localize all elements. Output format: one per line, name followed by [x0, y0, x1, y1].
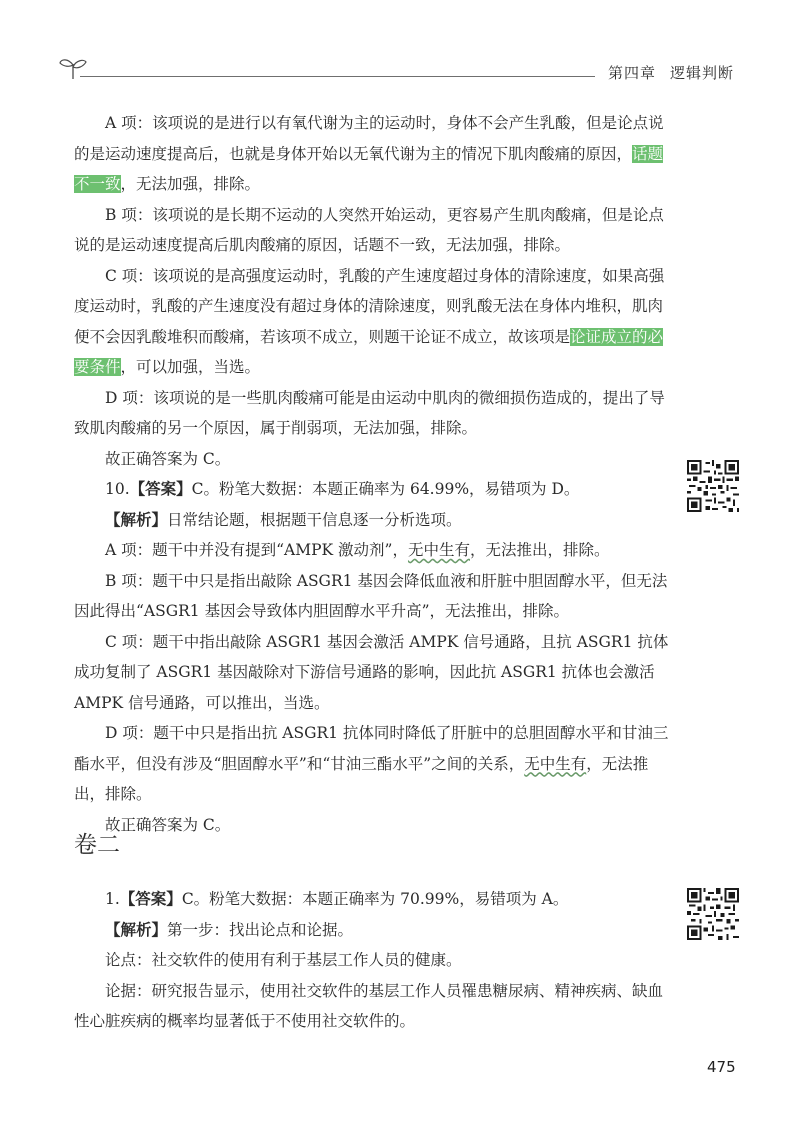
analysis-label: 【解析】: [105, 510, 168, 529]
section-heading-volume-2: 卷二: [74, 832, 120, 858]
highlight-topic-mismatch: 话题不一致: [74, 144, 664, 193]
v2-analysis-1: 【解析】第一步：找出论点和论据。: [105, 920, 354, 939]
chapter-title: 逻辑判断: [670, 64, 735, 82]
answer-10: 10.【答案】C。粉笔大数据：本题正确率为 64.99%，易错项为 D。: [105, 480, 580, 498]
option-c-analysis: C 项：该项说的是高强度运动时，乳酸的产生速度超过身体的清除速度，如果高强度运动时，乳酸的产生速度没有超过身体的清除速度，则乳酸无法在身体内堆积，肌肉便不会因乳酸堆积而酸痛，若该项不成立，则题干论证不成立，故该项是论证成立的必要条件，可以加强，当选。: [74, 266, 665, 376]
v2-answer-1: 1.【答案】C。粉笔大数据：本题正确率为 70.99%，易错项为 A。: [105, 890, 569, 908]
volume-2-content: [74, 884, 670, 1037]
analysis-label: 【解析】: [105, 920, 168, 939]
wavy-fabricated: 无中生有: [524, 754, 587, 773]
q10-option-b: B 项：题干中只是指出敲除 ASGR1 基因会降低血液和肝脏中胆固醇水平，但无法因此得出“ASGR1 基因会导致体内胆固醇水平升高”，无法推出，排除。: [74, 571, 668, 620]
option-b-analysis: B 项：该项说的是长期不运动的人突然开始运动，更容易产生肌肉酸痛，但是论点说的是运动速度提高后肌肉酸痛的原因，话题不一致，无法加强，排除。: [74, 205, 664, 254]
header-rule: [80, 76, 595, 77]
conclusion-10: 故正确答案为 C。: [105, 815, 231, 834]
answer-label: 【答案】: [119, 890, 182, 908]
q10-option-a: A 项：题干中并没有提到“AMPK 激动剂”，无中生有，无法推出，排除。: [105, 541, 610, 559]
answer-content: [74, 108, 670, 840]
v2-evidence: 论据：研究报告显示，使用社交软件的基层工作人员罹患糖尿病、精神疾病、缺血性心脏疾病的概率均显著低于不使用社交软件的。: [74, 981, 664, 1030]
qr-code-icon[interactable]: [687, 888, 739, 940]
chapter-number: 第四章: [608, 64, 657, 82]
option-d-analysis: D 项：该项说的是一些肌肉酸痛可能是由运动中肌肉的微细损伤造成的，提出了导致肌肉酸痛的另一个原因，属于削弱项，无法加强，排除。: [74, 388, 665, 437]
option-a-analysis: A 项：该项说的是进行以有氧代谢为主的运动时，身体不会产生乳酸，但是论点说的是运动速度提高后，也就是身体开始以无氧代谢为主的情况下肌肉酸痛的原因，话题不一致，无法加强，排除。: [74, 114, 664, 193]
v2-thesis: 论点：社交软件的使用有利于基层工作人员的健康。: [105, 951, 462, 969]
chapter-heading: [608, 62, 734, 83]
analysis-10: 【解析】日常结论题，根据题干信息逐一分析选项。: [105, 510, 462, 529]
highlight-necessary-condition: 论证成立的必要条件: [74, 327, 664, 376]
q10-option-d: D 项：题干中只是指出抗 ASGR1 抗体同时降低了肝脏中的总胆固醇水平和甘油三酯水平，但没有涉及“胆固醇水平”和“甘油三酯水平”之间的关系，无中生有，无法推出，排除。: [74, 724, 669, 803]
wavy-fabricated: 无中生有: [407, 541, 470, 559]
conclusion-9: 故正确答案为 C。: [105, 449, 231, 468]
qr-code-icon[interactable]: [687, 460, 739, 512]
q10-option-c: C 项：题干中指出敲除 ASGR1 基因会激活 AMPK 信号通路，且抗 ASGR1 抗体成功复制了 ASGR1 基因敲除对下游信号通路的影响，因此抗 ASGR1 抗体也会激活 AMPK 信号通路，可以推出，当选。: [74, 632, 669, 712]
answer-label: 【答案】: [129, 480, 192, 498]
page-number: 475: [707, 1058, 736, 1076]
